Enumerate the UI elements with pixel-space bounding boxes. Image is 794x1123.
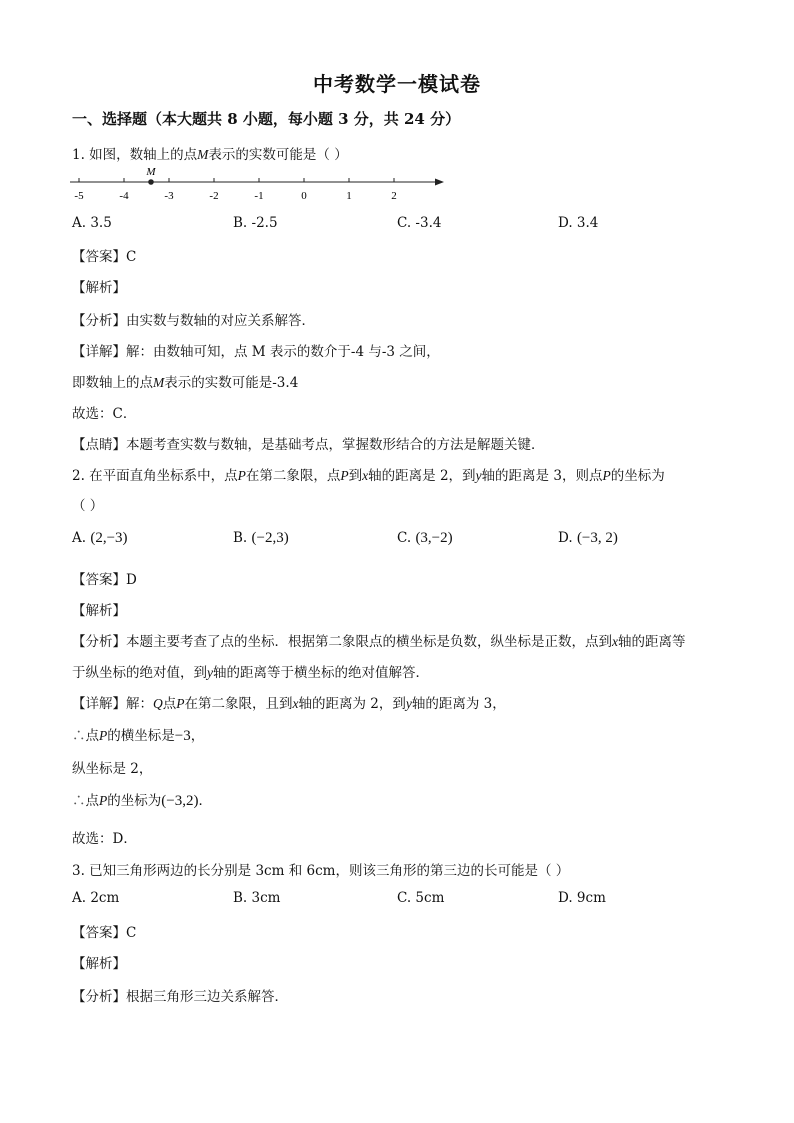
q2-step1 — [72, 724, 204, 745]
q2-option-c — [397, 530, 453, 547]
q3-answer: 【答案】C — [72, 925, 137, 941]
q1-option-a: A. 3.5 — [72, 215, 112, 231]
q1-var-m: M — [197, 147, 209, 162]
q2-option-letter: C. — [397, 530, 412, 546]
number-line-tick-label: -1 — [254, 190, 264, 202]
q2-stem-line2: （ ） — [72, 498, 104, 514]
q2-var-x: x — [362, 468, 369, 483]
q1-stem-pre: 1. 如图，数轴上的点 — [72, 147, 198, 163]
q3-option-d: D. 9cm — [558, 890, 606, 906]
number-line-arrow — [435, 179, 444, 186]
q2-option-letter: B. — [233, 530, 248, 546]
q2-step2: 纵坐标是 2， — [72, 761, 153, 777]
q1-conclusion — [72, 371, 298, 391]
q2-stem-part: 的坐标为 — [610, 468, 665, 484]
point-m-marker — [148, 179, 154, 185]
q1-analysis-head: 【解析】 — [72, 280, 126, 296]
q2-stem-part: 在第二象限，点 — [245, 468, 341, 484]
number-line-tick-label: -5 — [74, 190, 84, 202]
q2-option-a — [72, 530, 128, 547]
q3-analysis-head: 【解析】 — [72, 956, 126, 972]
q2-fenxi-var-y: y — [207, 665, 213, 680]
q2-fenxi-pre: 【分析】本题主要考查了点的坐标．根据第二象限点的横坐标是负数，纵坐标是正数，点到 — [72, 634, 612, 650]
q3-stem: 3. 已知三角形两边的长分别是 3cm 和 6cm，则该三角形的第三边的长可能是（ ） — [72, 863, 570, 879]
number-line-tick-label: 2 — [391, 190, 397, 202]
number-line-tick-label: -4 — [119, 190, 129, 202]
q2-option-value: (3,−2) — [415, 530, 453, 546]
q2-option-value: (−2,3) — [251, 530, 289, 546]
section-heading: 一、选择题（本大题共 8 小题，每小题 3 分，共 24 分） — [72, 110, 461, 128]
q2-stem-part: 轴的距离是 3，则点 — [481, 468, 603, 484]
q2-step-math: −3 — [174, 728, 191, 744]
q2-step-math: (−3,2) — [161, 793, 199, 809]
number-line-tick-label: -2 — [209, 190, 219, 202]
q2-step-part: ， — [190, 728, 205, 744]
q2-var-p: P — [99, 728, 108, 743]
q2-choose: 故选：D． — [72, 831, 137, 847]
q1-choose: 故选：C． — [72, 406, 137, 422]
q2-var-p: P — [602, 468, 611, 483]
q2-xiangjie-part: 轴的距离为 2，到 — [298, 696, 406, 712]
q2-xiangjie — [72, 692, 506, 712]
q2-var-p: P — [237, 468, 246, 483]
q2-stem-part: 2. 在平面直角坐标系中，点 — [72, 468, 238, 484]
q2-xiangjie-part: 点 — [162, 696, 177, 712]
q3-fenxi: 【分析】根据三角形三边关系解答． — [72, 989, 288, 1005]
q2-var-y: y — [405, 696, 412, 711]
number-line-tick-label: 1 — [346, 190, 352, 202]
q2-step-part: 点 — [85, 728, 99, 744]
q2-step-part: 点 — [85, 793, 99, 809]
q2-stem-part: 到 — [348, 468, 363, 484]
q1-option-b: B. -2.5 — [233, 215, 278, 231]
number-line-tick-label: 0 — [301, 190, 307, 202]
q1-stem-post: 表示的实数可能是（ ） — [208, 147, 348, 163]
q2-step-part: 的横坐标是 — [107, 728, 175, 744]
q2-option-d — [558, 530, 618, 547]
number-line-tick-label: -3 — [164, 190, 174, 202]
q2-option-letter: D. — [558, 530, 573, 546]
q2-option-value: (−3, 2) — [576, 530, 618, 546]
q3-option-c: C. 5cm — [397, 890, 445, 906]
q2-xiangjie-part: 在第二象限，且到 — [184, 696, 293, 712]
q1-fenxi: 【分析】由实数与数轴的对应关系解答． — [72, 313, 315, 329]
q2-xiangjie-part: 【详解】解： — [72, 696, 153, 712]
q2-step-part: ． — [198, 793, 212, 809]
q2-var-p: P — [340, 468, 349, 483]
q2-var-x: x — [292, 696, 299, 711]
q2-var-p: P — [99, 793, 108, 808]
q2-step-part: 的坐标为 — [107, 793, 162, 809]
q2-fenxi-post: 轴的距离等 — [618, 634, 686, 650]
q2-var-p: P — [176, 696, 185, 711]
q1-dianjing: 【点睛】本题考查实数与数轴，是基础考点，掌握数形结合的方法是解题关键． — [72, 437, 545, 453]
number-line — [66, 164, 446, 206]
q3-option-a: A. 2cm — [72, 890, 120, 906]
q1-answer: 【答案】C — [72, 249, 137, 265]
q1-conclusion-var: M — [153, 375, 165, 390]
q1-xiangjie: 【详解】解：由数轴可知，点 M 表示的数介于-4 与-3 之间， — [72, 344, 440, 360]
q3-option-b: B. 3cm — [233, 890, 281, 906]
q1-stem — [72, 143, 348, 163]
therefore-symbol: ∴ — [72, 728, 86, 744]
q2-xiangjie-part: 轴的距离为 3， — [411, 696, 506, 712]
q2-step3 — [72, 789, 212, 810]
q2-stem — [72, 464, 665, 484]
q2-fenxi-pre: 于纵坐标的绝对值，到 — [72, 665, 207, 681]
q2-analysis-head: 【解析】 — [72, 603, 126, 619]
q2-option-letter: A. — [72, 530, 87, 546]
q1-option-d: D. 3.4 — [558, 215, 599, 231]
q2-fenxi-line1 — [72, 630, 686, 650]
q2-fenxi-line2 — [72, 661, 429, 681]
q1-conclusion-pre: 即数轴上的点 — [72, 375, 153, 391]
q2-fenxi-post: 轴的距离等于横坐标的绝对值解答． — [213, 665, 429, 681]
q2-answer: 【答案】D — [72, 572, 137, 588]
page-title: 中考数学一模试卷 — [313, 72, 481, 96]
q2-fenxi-var-x: x — [612, 634, 618, 649]
q2-stem-part: 轴的距离是 2，到 — [368, 468, 476, 484]
q2-because-symbol: Q — [153, 696, 163, 711]
q1-conclusion-post: 表示的实数可能是-3.4 — [164, 375, 299, 391]
point-m-label: M — [146, 166, 156, 178]
q1-option-c: C. -3.4 — [397, 215, 442, 231]
q2-var-y: y — [475, 468, 482, 483]
q2-option-b — [233, 530, 289, 547]
therefore-symbol: ∴ — [72, 793, 86, 809]
q2-option-value: (2,−3) — [90, 530, 128, 546]
